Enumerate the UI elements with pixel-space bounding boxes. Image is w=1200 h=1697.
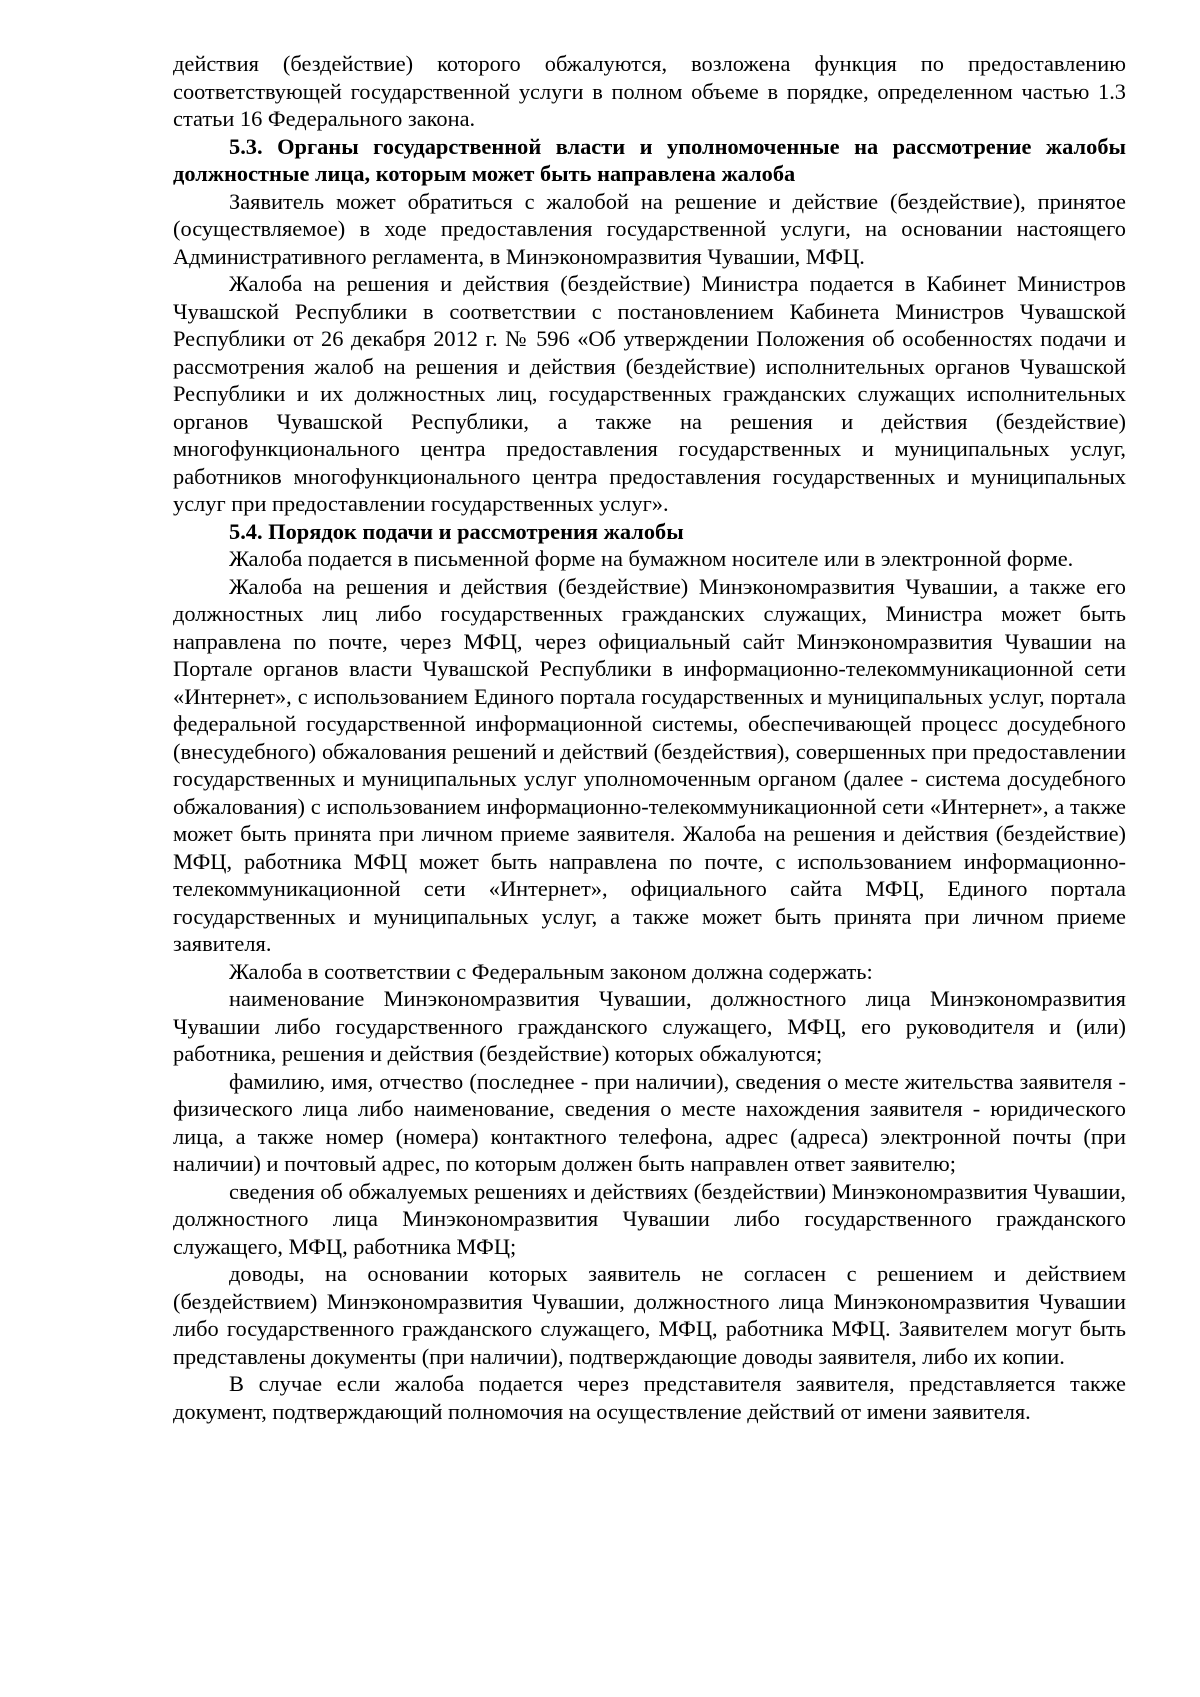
section-5-4-paragraph: Жалоба на решения и действия (бездействие) Минэкономразвития Чувашии, а также его должностных лиц либо государственных гражданских служащих, Министра может быть направлена по почте, через МФЦ, через официальный сайт Минэкономразвития Чувашии на Портале органов власти Чувашской Республики в информационно-телекоммуникационной сети «Интернет», с использованием Единого портала государственных и муниципальных услуг, портала федеральной государственной информационной системы, обеспечивающей процесс досудебного (внесудебного) обжалования решений и действий (бездействия), совершенных при предоставлении государственных и муниципальных услуг уполномоченным органом (далее - система досудебного обжалования) с использованием информационно-телекоммуникационной сети «Интернет», а также может быть принята при личном приеме заявителя. Жалоба на решения и действия (бездействие) МФЦ, работника МФЦ может быть направлена по почте, с использованием информационно-телекоммуникационной сети «Интернет», официального сайта МФЦ, Единого портала государственных и муниципальных услуг, а также может быть принята при личном приеме заявителя. <box>173 573 1126 956</box>
section-5-4-paragraph: В случае если жалоба подается через представителя заявителя, представляется также документ, подтверждающий полномочия на осуществление действий от имени заявителя. <box>173 1371 1126 1424</box>
section-5-3-heading: 5.3. Органы государственной власти и уполномоченные на рассмотрение жалобы должностные лица, которым может быть направлена жалоба <box>173 133 1126 186</box>
section-5-4-heading: 5.4. Порядок подачи и рассмотрения жалобы <box>229 518 684 544</box>
continuation-paragraph: действия (бездействие) которого обжалуются, возложена функция по предоставлению соответствующей государственной услуги в полном объеме в порядке, определенном частью 1.3 статьи 16 Федерального закона. <box>173 51 1126 131</box>
section-5-4-list-item: фамилию, имя, отчество (последнее - при наличии), сведения о месте жительства заявителя - физического лица либо наименование, сведения о месте нахождения заявителя - юридического лица, а также номер (номера) контактного телефона, адрес (адреса) электронной почты (при наличии) и почтовый адрес, по которым должен быть направлен ответ заявителю; <box>173 1068 1126 1176</box>
section-5-3-paragraph: Заявитель может обратиться с жалобой на решение и действие (бездействие), принятое (осуществляемое) в ходе предоставления государственной услуги, на основании настоящего Административного регламента, в Минэкономразвития Чувашии, МФЦ. <box>173 188 1126 269</box>
section-5-4-list-item: наименование Минэкономразвития Чувашии, должностного лица Минэкономразвития Чувашии либо государственного гражданского служащего, МФЦ, его руководителя и (или) работника, решения и действия (бездействие) которых обжалуются; <box>173 986 1126 1066</box>
section-5-3-paragraph: Жалоба на решения и действия (бездействие) Министра подается в Кабинет Министров Чувашской Республики в соответствии с постановлением Кабинета Министров Чувашской Республики от 26 декабря 2012 г. № 596 «Об утверждении Положения об особенностях подачи и рассмотрения жалоб на решения и действия (бездействие) исполнительных органов Чувашской Республики и их должностных лиц, государственных гражданских служащих исполнительных органов Чувашской Республики, а также на решения и действия (бездействие) многофункционального центра предоставления государственных и муниципальных услуг, работников многофункционального центра предоставления государственных и муниципальных услуг при предоставлении государственных услуг». <box>173 271 1126 516</box>
section-5-4-list-item: доводы, на основании которых заявитель не согласен с решением и действием (бездействием) Минэкономразвития Чувашии, должностного лица Минэкономразвития Чувашии либо государственного гражданского служащего, МФЦ, работника МФЦ. Заявителем могут быть представлены документы (при наличии), подтверждающие доводы заявителя, либо их копии. <box>173 1261 1126 1369</box>
section-5-4-list-item: сведения об обжалуемых решениях и действиях (бездействии) Минэкономразвития Чувашии, должностного лица Минэкономразвития Чувашии либо государственного гражданского служащего, МФЦ, работника МФЦ; <box>173 1178 1126 1259</box>
section-5-4-paragraph: Жалоба в соответствии с Федеральным законом должна содержать: <box>229 958 873 984</box>
section-5-4-paragraph: Жалоба подается в письменной форме на бумажном носителе или в электронной форме. <box>229 546 1074 571</box>
document-page <box>173 50 1126 1425</box>
